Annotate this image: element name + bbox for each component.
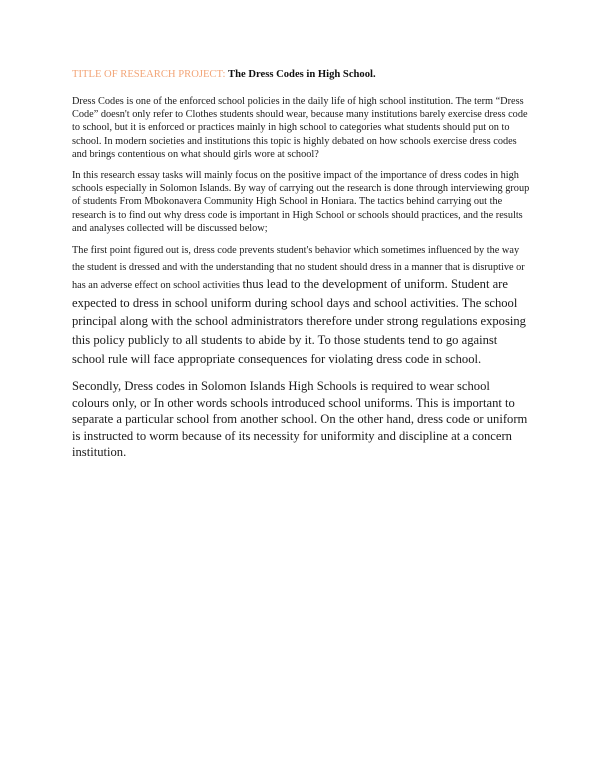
paragraph-first-point-part-b: thus lead to the development of uniform. Student are expected to dress in school uniform during school days and school activities. The school principal along with the school administrators therefore under strong regulations exposing this policy publicly to all students to abide by it. To those students tend to go against school rule will face appropriate consequences for violating dress code in school. [72,277,526,366]
paragraph-first-point-part-a: The first point figured out is, dress code prevents student's behavior which sometimes influenced by the way the student is dressed and with the understanding that no student should dress in a manner that is disruptive or has an adverse effect on school activities [72,245,525,292]
research-title [72,68,530,82]
paragraph-focus: In this research essay tasks will mainly focus on the positive impact of the importance of dress codes in high schools especially in Solomon Islands. By way of carrying out the research is done through interviewing group of students From Mbokonavera Community High School in Honiara. The tactics behind carrying out the research is to find out why dress code is important in High School or schools should practices, and the results and analyses collected will be discussed below; [72,170,530,234]
paragraph-intro: Dress Codes is one of the enforced school policies in the daily life of high school institution. The term “Dress Code” doesn't only refer to Clothes students should wear, because many institutions barely exercise dress code to school, but it is enforced or practices mainly in high school to categories what students should put on to school. In modern societies and institutions this topic is highly debated on how schools exercise dress codes and brings contentious on what should girls wore at school? [72,96,528,160]
paragraph-first-point [72,243,530,369]
title-value: The Dress Codes in High School. [228,69,376,80]
title-label: TITLE OF RESEARCH PROJECT: [72,69,226,80]
paragraph-second-point: Secondly, Dress codes in Solomon Islands High Schools is required to wear school colours only, or In other words schools introduced school uniforms. This is important to separate a particular school from another school. On the other hand, dress code or uniform is instructed to worm because of its necessity for uniformity and discipline at a concern institution. [72,379,528,460]
document-body [72,68,530,461]
